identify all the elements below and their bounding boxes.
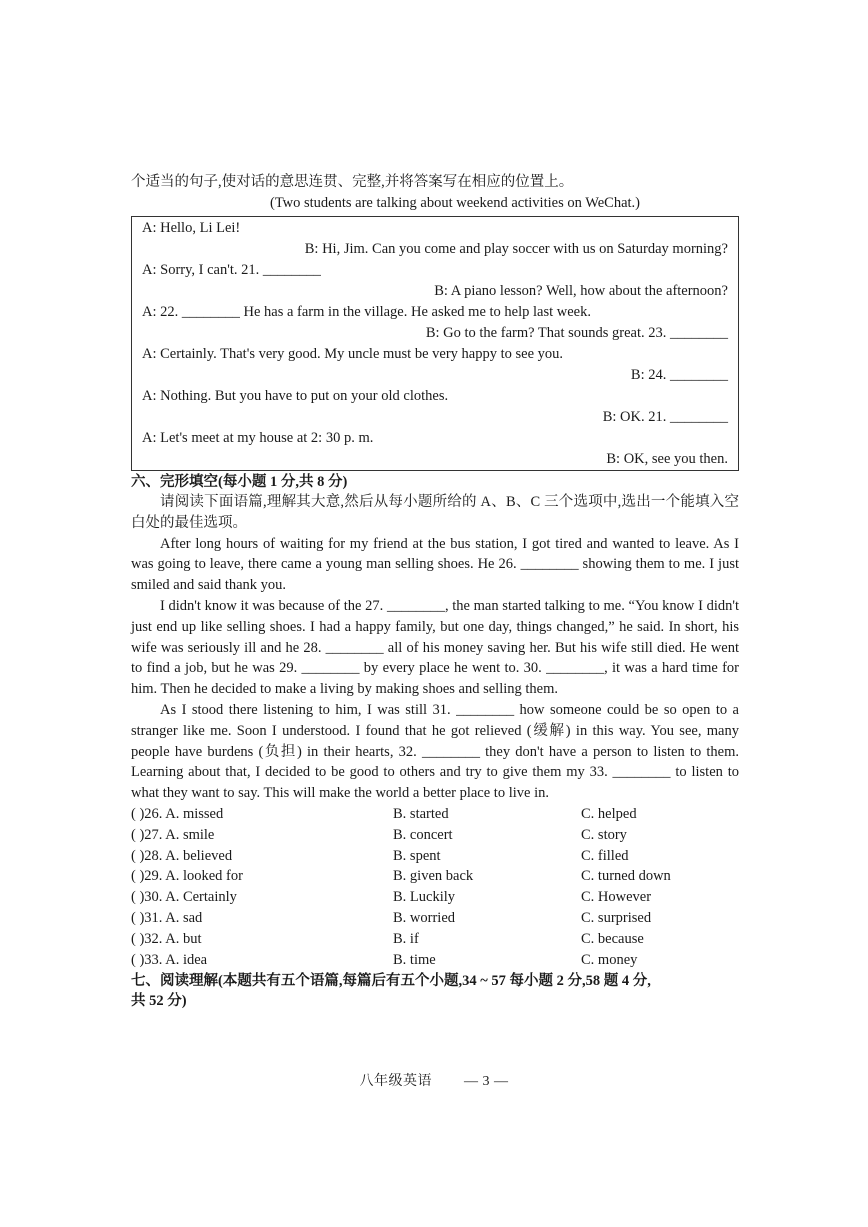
dialog-line-b: B: OK, see you then. — [606, 451, 728, 467]
option-b: B. time — [393, 951, 436, 968]
option-c: C. turned down — [581, 868, 671, 885]
option-c: C. surprised — [581, 909, 652, 926]
dialog-line-a: A: 22. ________ He has a farm in the village. He asked me to help last week. — [142, 304, 591, 320]
dialog-line-a: A: Sorry, I can't. 21. ________ — [142, 262, 321, 278]
option-c: C. helped — [581, 805, 637, 822]
cloze-paragraph: As I stood there listening to him, I was still 31. ________ how someone could be so open to a stranger like me. Soon I understood. I found that he got relieved (缓解) in this way. You see, many people have burdens (负担) in their hearts, 32. ________ they don't have a person to listen to them. Learning about that, I decided to be good to others and try to give them my 33. ________ to listen to what they want to say. This will make the world a better place to live in. — [131, 701, 739, 802]
dialog-box — [131, 216, 739, 471]
option-b: B. started — [393, 805, 449, 822]
option-row — [131, 929, 739, 950]
section-7-heading — [131, 971, 739, 1011]
section-6-instruction: 请阅读下面语篇,理解其大意,然后从每小题所给的 A、B、C 三个选项中,选出一个能填入空白处的最佳选项。 — [131, 494, 739, 531]
option-row — [131, 887, 739, 908]
option-row — [131, 804, 739, 825]
option-row — [131, 950, 739, 971]
option-row — [131, 825, 739, 846]
dialog-line-a: A: Let's meet at my house at 2: 30 p. m. — [142, 430, 374, 446]
option-a: ( )28. A. believed — [131, 847, 233, 864]
cloze-paragraph: I didn't know it was because of the 27. ________, the man started talking to me. “You know I didn't just end up like selling shoes. I had a happy family, but one day, things changed,” he said. In short, his wife was seriously ill and he 28. ________ all of his money saving her. But his wife still died. He went to find a job, but he was 29. ________ by every place he went to. 30. ________, it was a hard time for him. Then he decided to make a living by making shoes and selling them. — [131, 597, 739, 698]
dialog-line-b: B: Go to the farm? That sounds great. 23. ________ — [425, 325, 728, 341]
cloze-paragraph: After long hours of waiting for my friend at the bus station, I got tired and wanted to leave. As I was going to leave, there came a young man selling shoes. He 26. ________ showing them to me. I just smiled and said thank you. — [131, 535, 739, 594]
option-a: ( )32. A. but — [131, 930, 202, 947]
option-b: B. concert — [393, 826, 453, 843]
option-a: ( )33. A. idea — [131, 951, 208, 968]
section-6-heading: 六、完形填空(每小题 1 分,共 8 分) — [131, 474, 348, 490]
dialog-line-b: B: OK. 21. ________ — [602, 409, 728, 425]
option-row — [131, 866, 739, 887]
cloze-options — [131, 804, 739, 970]
dialog-line-a: A: Hello, Li Lei! — [142, 220, 241, 236]
dialog-line-b: B: 24. ________ — [630, 367, 728, 383]
option-a: ( )31. A. sad — [131, 909, 203, 926]
option-c: C. filled — [581, 847, 629, 864]
option-c: C. because — [581, 930, 644, 947]
option-b: B. worried — [393, 909, 456, 926]
dialog-line-b: B: Hi, Jim. Can you come and play soccer with us on Saturday morning? — [304, 241, 728, 257]
page-footer — [0, 1070, 868, 1090]
option-a: ( )27. A. smile — [131, 826, 215, 843]
option-row — [131, 908, 739, 929]
option-a: ( )29. A. looked for — [131, 868, 243, 885]
option-b: B. if — [393, 930, 419, 947]
option-row — [131, 846, 739, 867]
option-b: B. Luckily — [393, 889, 456, 906]
dialog-line-a: A: Nothing. But you have to put on your old clothes. — [142, 388, 449, 404]
dialog-line-a: A: Certainly. That's very good. My uncle must be very happy to see you. — [142, 346, 564, 362]
option-a: ( )26. A. missed — [131, 805, 224, 822]
option-b: B. spent — [393, 847, 441, 864]
option-a: ( )30. A. Certainly — [131, 889, 237, 906]
option-b: B. given back — [393, 868, 474, 885]
exam-page — [131, 172, 739, 1011]
dialog-context: (Two students are talking about weekend activities on WeChat.) — [269, 195, 641, 211]
instruction-tail: 个适当的句子,使对话的意思连贯、完整,并将答案写在相应的位置上。 — [131, 174, 574, 190]
option-c: C. However — [581, 889, 652, 906]
section-7-heading-line-1: 七、阅读理解(本题共有五个语篇,每篇后有五个小题,34 ~ 57 每小题 2 分,58 题 4 分, — [131, 973, 651, 990]
footer-page-number: — 3 — — [464, 1074, 509, 1089]
option-c: C. story — [581, 826, 627, 843]
option-c: C. money — [581, 951, 638, 968]
section-7-heading-line-2: 共 52 分) — [131, 993, 187, 1010]
dialog-line-b: B: A piano lesson? Well, how about the afternoon? — [434, 283, 728, 299]
footer-subject: 八年级英语 — [359, 1074, 432, 1089]
